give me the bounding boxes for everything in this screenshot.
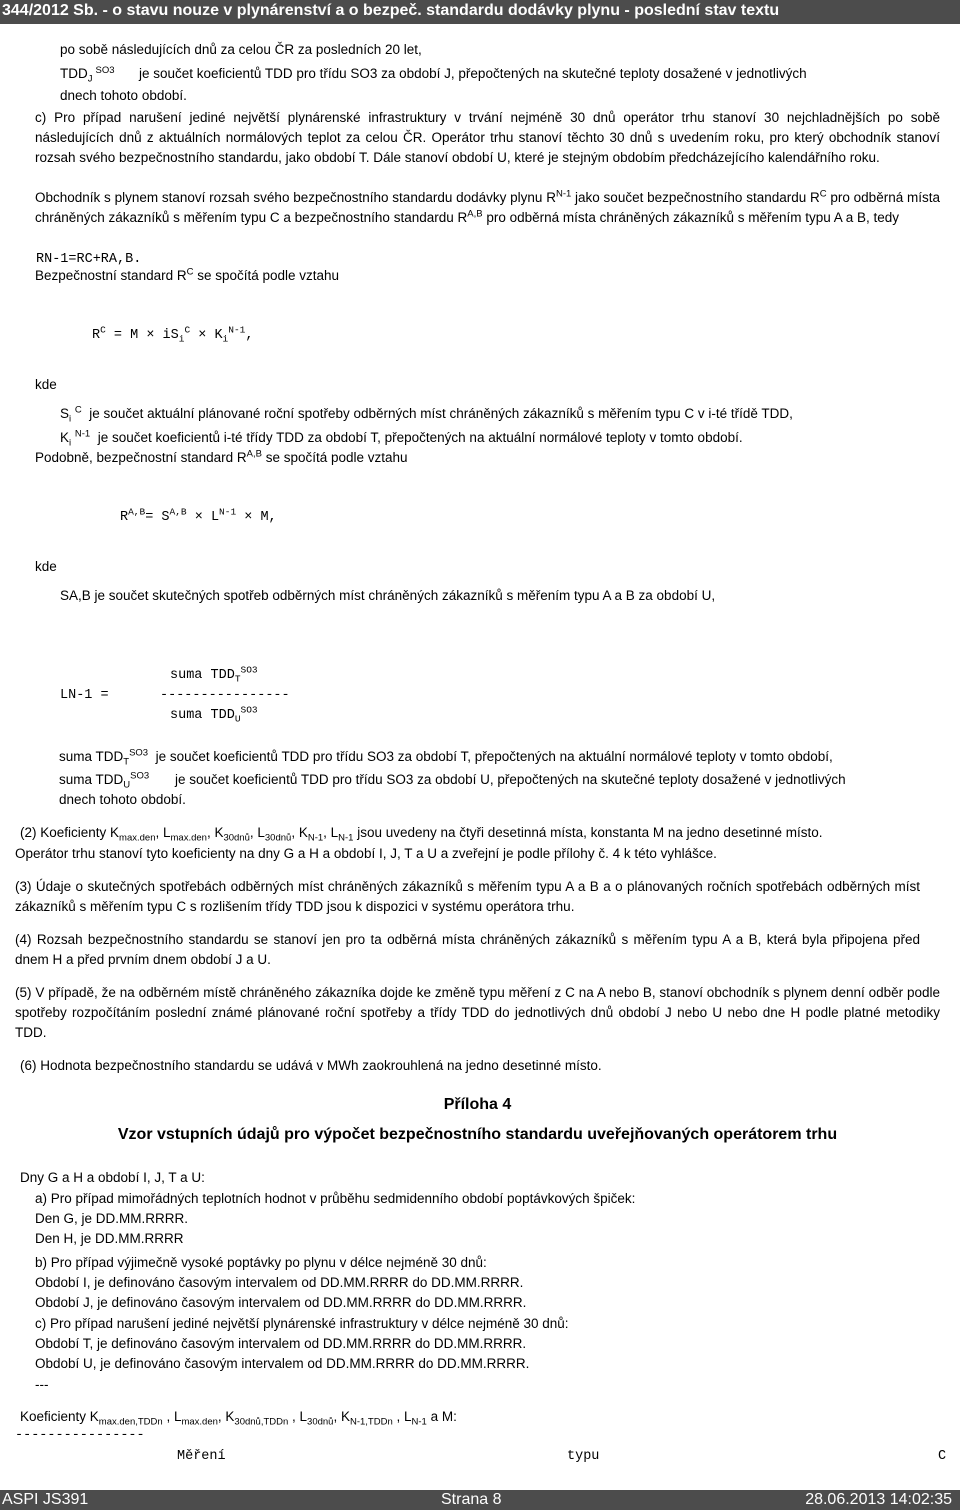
rn-formula: RN-1=RC+RA,B.: [36, 252, 142, 267]
text-line: po sobě následujících dnů za celou ČR za posledních 20 let,: [60, 42, 422, 57]
list-item: ---: [35, 1377, 49, 1392]
footer-timestamp: 28.06.2013 14:02:35: [805, 1491, 952, 1508]
formula-rc: $R^C = M \times iS_i^C \times K_i^{N-1}$,: [92, 324, 254, 345]
tddj-term: $TDD_J^{SO3}$: [60, 64, 115, 85]
list-item: Den G, je DD.MM.RRRR.: [35, 1211, 189, 1226]
def-sab: SA,B je součet skutečných spotřeb odběrných míst chráněných zákazníků s měřením typu A a B za období U,: [60, 588, 716, 603]
annex-title: Příloha 4: [443, 1096, 512, 1113]
def-si: $S_i$ $^C$ je součet aktuální plánované roční spotřeby odběrných míst chráněných zákazníků s měřením typu C v i-té třídě TDD,: [60, 404, 793, 425]
paragraph-obchodnik: Obchodník s plynem stanoví rozsah svého bezpečnostního standardu dodávky plynu $R^{N-1}$ jako součet bezpečnostního standardu $R^C$ pro odběrná místa chráněných zákazníků s měřením typu C a bezpečnostního standardu $R^{A,B}$ pro odběrná místa chráněných zákazníků s měřením typu A a B, tedy: [35, 188, 940, 225]
def-tddt: suma $TDD_T^{SO3}$ je součet koeficientů TDD pro třídu SO3 za období T, přepočtených na aktuální normálové teploty v tomto období,: [59, 747, 833, 768]
paragraph-6: (6) Hodnota bezpečnostního standardu se udává v MWh zaokrouhlená na jedno desetinné místo.: [20, 1058, 602, 1073]
def-tddu: suma $TDD_U^{SO3}$: [59, 770, 150, 791]
text-line: Bezpečnostní standard $R^C$ se spočítá podle vztahu: [35, 266, 340, 283]
def-ki: $K_i$ $^{N-1}$ je součet koeficientů i-té třídy TDD za období T, přepočtených na aktuální normálové teploty v tomto období.: [60, 428, 743, 449]
table-rule: ----------------: [15, 1428, 145, 1443]
tddj-definition: je součet koeficientů TDD pro třídu SO3 za období J, přepočtených na skutečné teploty dosažené v jednotlivých: [139, 66, 807, 81]
formula-lhs: LN-1 =: [60, 688, 109, 703]
list-item: a) Pro případ mimořádných teplotních hodnot v průběhu sedmidenního období poptávkových špiček:: [35, 1191, 636, 1206]
list-item: c) Pro případ narušení jediné největší plynárenské infrastruktury v délce nejméně 30 dnů:: [35, 1316, 569, 1331]
annex-subtitle: Vzor vstupních údajů pro výpočet bezpečnostního standardu uveřejňovaných operátorem trhu: [117, 1126, 838, 1143]
list-item: Den H, je DD.MM.RRRR: [35, 1231, 184, 1246]
formula-denominator: suma $TDD_U^{SO3}$: [170, 704, 258, 725]
formula-numerator: suma $TDD_T^{SO3}$: [170, 664, 258, 685]
list-item: Období T, je definováno časovým intervalem od DD.MM.RRRR do DD.MM.RRRR.: [35, 1336, 527, 1351]
document-footer: [0, 1490, 960, 1510]
formula-rab: $R^{A,B}= S^{A,B} \times L^{N-1} \times M$,: [120, 506, 277, 525]
document-header: 344/2012 Sb. - o stavu nouze v plynárenství a o bezpeč. standardu dodávky plynu - poslední stav textu: [0, 0, 960, 24]
list-item: Období U, je definováno časovým intervalem od DD.MM.RRRR do DD.MM.RRRR.: [35, 1356, 530, 1371]
footer-left: ASPI JS391: [2, 1491, 89, 1508]
paragraph-3: (3) Údaje o skutečných spotřebách odběrných míst chráněných zákazníků s měřením typu A a B a o plánovaných ročních spotřebách odběrných míst zákazníků s měřením typu C s rozlišením třídy TDD jsou k dispozici v systému operátora trhu.: [15, 879, 920, 914]
paragraph-2: (2) Koeficienty $K_{max.den}$, $L_{max.den}$, $K_{30dnů}$, $L_{30dnů}$, $K_{N-1}$, $L_{N-1}$ jsou uvedeny na čtyři desetinná místa, konstanta M na jedno desetinné místo.: [20, 825, 823, 844]
paragraph-5: (5) V případě, že na odběrném místě chráněného zákazníka dojde ke změně typu měření z C na A nebo B, stanoví obchodník s plynem denní odběr podle spotřeby rozpočítáním poslední známé plánované roční spotřeby a třídy TDD do jednotlivých dnů období J nebo U nebo dne H podle platné metodiky TDD.: [15, 985, 940, 1040]
kde-label: kde: [35, 559, 57, 574]
list-item: Období J, je definováno časovým intervalem od DD.MM.RRRR do DD.MM.RRRR.: [35, 1295, 527, 1310]
paragraph-2-line2: Operátor trhu stanoví tyto koeficienty na dny G a H a období I, J, T a U a zveřejní je podle přílohy č. 4 k této vyhlášce.: [15, 846, 717, 861]
def-tddu-text: je součet koeficientů TDD pro třídu SO3 za období U, přepočtených na skutečné teploty dosažené v jednotlivých: [175, 772, 846, 787]
table-header-col: Měření: [177, 1449, 226, 1464]
list-item: Období I, je definováno časovým intervalem od DD.MM.RRRR do DD.MM.RRRR.: [35, 1275, 524, 1290]
text-line: dnech tohoto období.: [60, 88, 187, 103]
table-header-col: C: [938, 1449, 947, 1464]
text-line: Podobně, bezpečnostní standard $R^{A,B}$ se spočítá podle vztahu: [35, 448, 408, 465]
list-intro: Dny G a H a období I, J, T a U:: [20, 1170, 205, 1185]
list-item: b) Pro případ výjimečně vysoké poptávky po plynu v délce nejméně 30 dnů:: [35, 1255, 487, 1270]
formula-bar: ----------------: [160, 688, 290, 703]
kde-label: kde: [35, 377, 57, 392]
paragraph-c: c) Pro případ narušení jediné největší plynárenské infrastruktury v trvání nejméně 30 dnů operátor trhu stanoví 30 nejchladnějších po sobě následujících dnů z aktuálních normálových teplot za celou ČR. Operátor trhu stanoví těchto 30 dnů s uvedením roku, pro který obchodník stanoví rozsah svého bezpečnostního standardu, jako období T. Dále stanoví období U, které je stejným obdobím předcházejícího kalendářního roku.: [35, 110, 940, 165]
table-header-col: typu: [567, 1449, 600, 1464]
coefficients-line: Koeficienty $K_{max.den,TDDn}$ , $L_{max.den}$, $K_{30dnů,TDDn}$ , $L_{30dnů}$, $K_{N-1,TDDn}$ , $L_{N-1}$ a M:: [20, 1409, 457, 1428]
footer-page: Strana 8: [441, 1491, 502, 1508]
text-line: dnech tohoto období.: [59, 792, 186, 807]
paragraph-4: (4) Rozsah bezpečnostního standardu se stanoví jen pro ta odběrná místa chráněných zákazníků s měřením typu A a B, která byla připojena před dnem H a před prvním dnem období J a U.: [15, 932, 920, 967]
